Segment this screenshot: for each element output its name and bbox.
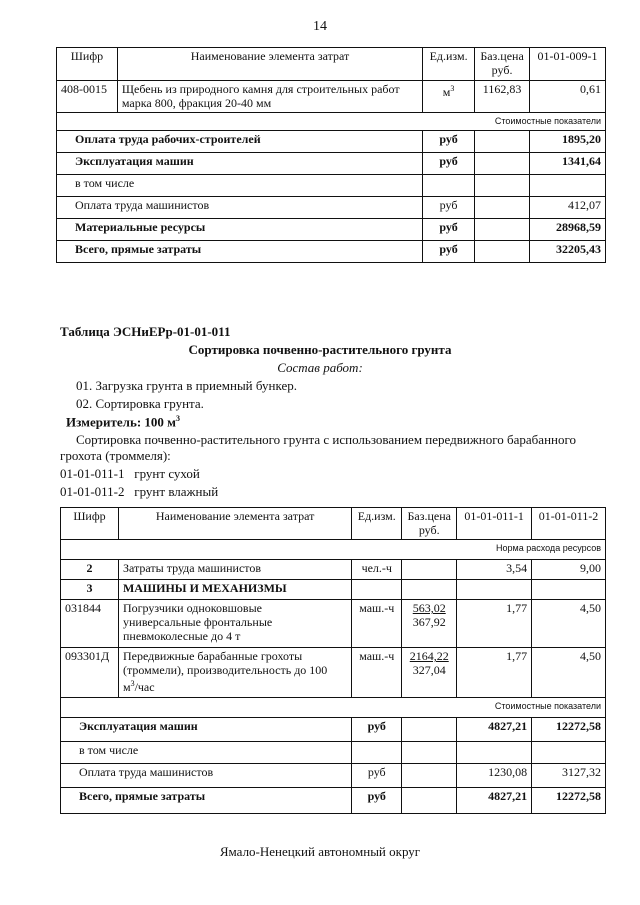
cost-table-2 (60, 507, 606, 814)
summary-value (530, 175, 606, 197)
summary-v1: 1230,08 (457, 764, 532, 788)
empty-cell (532, 580, 606, 600)
header-unit: Ед.изм. (423, 48, 475, 81)
cost-table-1 (56, 47, 606, 263)
summary-v2: 3127,32 (532, 764, 606, 788)
summary-unit (423, 175, 475, 197)
machines-header-row (61, 580, 606, 600)
row-name-line1: Щебень из природного камня для строительных работ (121, 82, 400, 96)
variant-2 (60, 484, 218, 500)
machine-unit: маш.-ч (352, 648, 402, 698)
summary-name: Всего, прямые затраты (57, 241, 423, 263)
header-col: 01-01-009-1 (530, 48, 606, 81)
summary-row (57, 175, 606, 197)
summary-unit: руб (423, 219, 475, 241)
variant-name: грунт сухой (134, 466, 200, 481)
row-price: 1162,83 (475, 81, 530, 113)
machine-v1: 1,77 (457, 600, 532, 648)
section-caption: Стоимостные показатели (61, 698, 606, 718)
table1-header-row (57, 48, 606, 81)
table-title: Таблица ЭСНиЕРр-01-01-011 (60, 324, 231, 339)
section-caption: Стоимостные показатели (57, 113, 606, 131)
summary-unit: руб (423, 197, 475, 219)
empty-cell (457, 580, 532, 600)
labor-v1: 3,54 (457, 560, 532, 580)
machine-code: 031844 (61, 600, 119, 648)
variant-code: 01-01-011-1 (60, 466, 125, 481)
summary-row (57, 131, 606, 153)
labor-v2: 9,00 (532, 560, 606, 580)
summary-row (57, 153, 606, 175)
machine-price-top: 2164,22 (409, 649, 449, 663)
summary-value: 32205,43 (530, 241, 606, 263)
machine-price-bottom: 367,92 (412, 615, 446, 629)
summary-unit: руб (352, 718, 402, 742)
section-caption-row (57, 113, 606, 131)
summary-row (61, 718, 606, 742)
summary-price-empty (475, 241, 530, 263)
machine-price (402, 648, 457, 698)
header-price-line1: Баз.цена (407, 509, 451, 523)
variant-code: 01-01-011-2 (60, 484, 125, 499)
norm-caption: Норма расхода ресурсов (61, 540, 606, 560)
summary-unit: руб (423, 131, 475, 153)
summary-unit: руб (352, 764, 402, 788)
labor-code: 2 (61, 560, 119, 580)
description-line2: грохота (троммеля): (60, 448, 171, 463)
summary-row (57, 197, 606, 219)
step-2: 02. Сортировка грунта. (76, 396, 204, 411)
machine-name-line (123, 677, 347, 694)
summary-unit: руб (352, 788, 402, 814)
row-unit (423, 81, 475, 113)
summary-row (61, 742, 606, 764)
machine-v2: 4,50 (532, 600, 606, 648)
row-name (117, 81, 422, 113)
machine-name-last-post: /час (134, 680, 155, 694)
summary-price-empty (402, 742, 457, 764)
machine-name-line: (троммели), производительность до 100 (122, 663, 328, 677)
composition-title: Состав работ: (277, 360, 363, 375)
header-name: Наименование элемента затрат (117, 48, 422, 81)
summary-name: Эксплуатация машин (61, 718, 352, 742)
page-number: 14 (313, 19, 327, 34)
summary-price-empty (475, 219, 530, 241)
machine-v2: 4,50 (532, 648, 606, 698)
summary-row (61, 788, 606, 814)
table2-header-row (61, 508, 606, 540)
machine-name (118, 600, 351, 648)
machine-price (402, 600, 457, 648)
summary-name: Оплата труда машинистов (57, 197, 423, 219)
meter-label-text: Измеритель: 100 м (66, 414, 177, 430)
summary-v1 (457, 742, 532, 764)
footer-region: Ямало-Ненецкий автономный округ (219, 844, 421, 859)
summary-name: в том числе (61, 742, 352, 764)
summary-price-empty (475, 153, 530, 175)
header-col2: 01-01-011-2 (532, 508, 606, 540)
table-row (61, 648, 606, 698)
summary-name: Оплата труда рабочих-строителей (57, 131, 423, 153)
row-code: 408-0015 (57, 81, 118, 113)
row-value: 0,61 (530, 81, 606, 113)
machines-code: 3 (61, 580, 119, 600)
description-line1: Сортировка почвенно-растительного грунта с использованием передвижного барабанного (76, 432, 576, 447)
meter-sup: 3 (176, 414, 181, 423)
header-code: Шифр (57, 48, 118, 81)
table-row (57, 81, 606, 113)
header-price (475, 48, 530, 81)
summary-row (57, 219, 606, 241)
summary-row (61, 764, 606, 788)
table-row (61, 560, 606, 580)
machine-name-last-sup: 3 (130, 679, 135, 688)
row-name-line2: марка 800, фракция 20-40 мм (121, 96, 272, 110)
machine-unit: маш.-ч (352, 600, 402, 648)
summary-v2: 12272,58 (532, 718, 606, 742)
labor-name: Затраты труда машинистов (118, 560, 351, 580)
summary-value: 1341,64 (530, 153, 606, 175)
header-code: Шифр (61, 508, 119, 540)
machine-name-line: универсальные фронтальные (122, 615, 273, 629)
labor-price-empty (402, 560, 457, 580)
summary-value: 412,07 (530, 197, 606, 219)
row-unit-sup: 3 (450, 84, 455, 93)
summary-row (57, 241, 606, 263)
summary-price-empty (475, 175, 530, 197)
summary-v2 (532, 742, 606, 764)
machine-name-line: пневмоколесные до 4 т (122, 629, 241, 643)
machine-name (118, 648, 351, 698)
summary-price-empty (475, 197, 530, 219)
summary-price-empty (402, 718, 457, 742)
section-caption-row (61, 698, 606, 718)
summary-name: Эксплуатация машин (57, 153, 423, 175)
summary-unit: руб (423, 153, 475, 175)
summary-name: Материальные ресурсы (57, 219, 423, 241)
machines-name: МАШИНЫ И МЕХАНИЗМЫ (118, 580, 351, 600)
machine-price-bottom: 327,04 (412, 663, 446, 677)
header-name: Наименование элемента затрат (118, 508, 351, 540)
header-price-line1: Баз.цена (480, 49, 524, 63)
summary-unit (352, 742, 402, 764)
empty-cell (352, 580, 402, 600)
summary-v1: 4827,21 (457, 718, 532, 742)
header-price (402, 508, 457, 540)
header-col1: 01-01-011-1 (457, 508, 532, 540)
machine-name-line: Погрузчики одноковшовые (122, 601, 262, 615)
machine-v1: 1,77 (457, 648, 532, 698)
empty-cell (402, 580, 457, 600)
step-1: 01. Загрузка грунта в приемный бункер. (76, 378, 297, 393)
variant-1 (60, 466, 200, 482)
summary-v1: 4827,21 (457, 788, 532, 814)
machine-name-last-pre: м (122, 680, 131, 694)
header-price-line2: руб. (491, 63, 513, 77)
machine-name-line: Передвижные барабанные грохоты (122, 649, 303, 663)
summary-price-empty (402, 788, 457, 814)
row-unit-base: м (442, 85, 451, 99)
variant-name: грунт влажный (134, 484, 219, 499)
meter-label (66, 414, 180, 430)
header-unit: Ед.изм. (352, 508, 402, 540)
header-price-line2: руб. (418, 523, 440, 537)
summary-value: 1895,20 (530, 131, 606, 153)
summary-name: Всего, прямые затраты (61, 788, 352, 814)
norm-caption-row (61, 540, 606, 560)
summary-price-empty (402, 764, 457, 788)
machine-code: 093301Д (61, 648, 119, 698)
labor-unit: чел.-ч (352, 560, 402, 580)
table-row (61, 600, 606, 648)
summary-v2: 12272,58 (532, 788, 606, 814)
summary-value: 28968,59 (530, 219, 606, 241)
machine-price-top: 563,02 (412, 601, 446, 615)
summary-price-empty (475, 131, 530, 153)
summary-name: в том числе (57, 175, 423, 197)
main-title: Сортировка почвенно-растительного грунта (188, 342, 452, 357)
summary-name: Оплата труда машинистов (61, 764, 352, 788)
summary-unit: руб (423, 241, 475, 263)
